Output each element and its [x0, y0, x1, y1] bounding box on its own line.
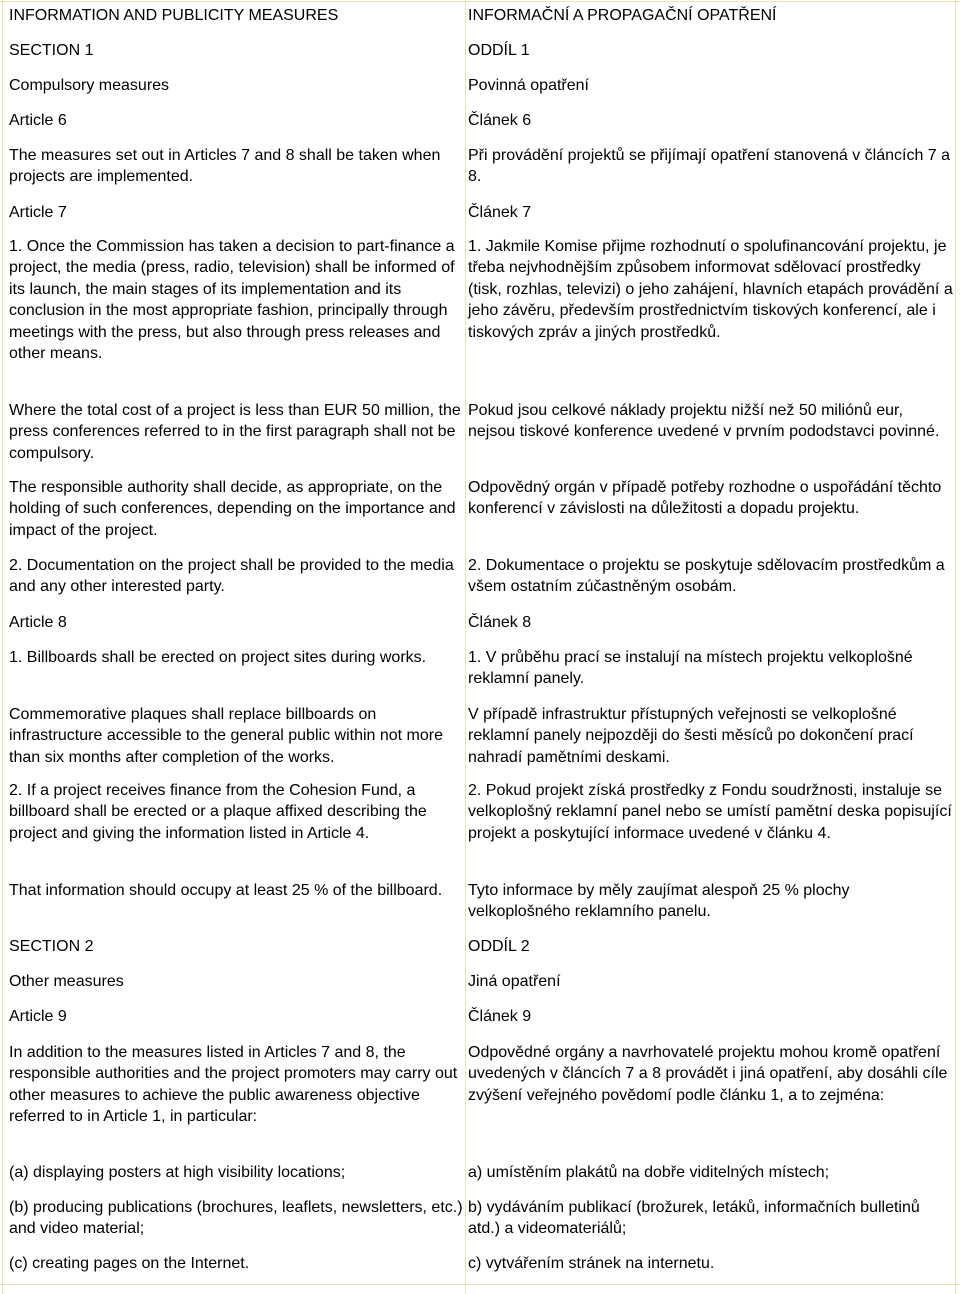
english-text: 1. Billboards shall be erected on project sites during works. [9, 649, 427, 666]
czech-text: V případě infrastruktur přístupných veřejnosti se velkoplošné reklamní panely nejpozději do šesti měsíců po dokončení prací nahradí pamětními deskami. [468, 706, 914, 766]
english-text: (c) creating pages on the Internet. [9, 1255, 250, 1272]
english-text: 2. Documentation on the project shall be provided to the media and any other interested party. [9, 557, 454, 596]
english-text: Where the total cost of a project is less than EUR 50 million, the press conferences referred to in the first paragraph shall not be compulsory. [9, 402, 461, 462]
czech-text: Jiná opatření [468, 973, 561, 990]
czech-text: Odpovědný orgán v případě potřeby rozhodne o uspořádání těchto konferencí v závislosti na důležitosti a dopadu projektu. [468, 479, 942, 518]
czech-text: Článek 7 [468, 204, 532, 221]
czech-text: 2. Pokud projekt získá prostředky z Fondu soudržnosti, instaluje se velkoplošný reklamní panel nebo se umístí pamětní deska popisující projekt a poskytující informace uvedené v článku 4. [468, 782, 952, 842]
czech-text: Odpovědné orgány a navrhovatelé projektu mohou kromě opatření uvedených v článcích 7 a 8 provádět i jiná opatření, aby dosáhli cíle zvýšení veřejného povědomí podle článku 1, a to zejména: [468, 1044, 948, 1104]
english-text: (b) producing publications (brochures, leaflets, newsletters, etc.) and video material; [9, 1199, 463, 1238]
english-text: Commemorative plaques shall replace billboards on infrastructure accessible to the general public within not more than six months after completion of the works. [9, 706, 443, 766]
czech-text: Tyto informace by měly zaujímat alespoň 25 % plochy velkoplošného reklamního panelu. [468, 882, 850, 921]
table-bottom-border [0, 1284, 960, 1285]
english-text: SECTION 1 [9, 42, 94, 59]
column-divider-left [2, 0, 3, 1294]
czech-text: 1. V průběhu prací se instalují na místech projektu velkoplošné reklamní panely. [468, 649, 913, 688]
czech-text: ODDÍL 2 [468, 938, 530, 955]
czech-text: Článek 8 [468, 614, 532, 631]
english-text: 1. Once the Commission has taken a decision to part-finance a project, the media (press, radio, television) shall be informed of its launch, the main stages of its implementation and its conclusion in the most appropriate fashion, principally through meetings with the press, but also through press releases and other means. [9, 238, 455, 363]
english-text: 2. If a project receives finance from the Cohesion Fund, a billboard shall be erected or a plaque affixed describing the project and giving the information listed in Article 4. [9, 782, 427, 842]
czech-text: b) vydáváním publikací (brožurek, letáků, informačních bulletinů atd.) a videomateriálů; [468, 1199, 920, 1238]
czech-text: Při provádění projektů se přijímají opatření stanovená v článcích 7 a 8. [468, 147, 951, 186]
czech-text: Povinná opatření [468, 77, 589, 94]
czech-text: c) vytvářením stránek na internetu. [468, 1255, 715, 1272]
english-text: Article 7 [9, 204, 67, 221]
english-text: Other measures [9, 973, 124, 990]
english-text: (a) displaying posters at high visibility locations; [9, 1164, 346, 1181]
english-text: In addition to the measures listed in Articles 7 and 8, the responsible authorities and the project promoters may carry out other measures to achieve the public awareness objective referred to in Article 1, in particular: [9, 1044, 458, 1126]
english-text: Article 9 [9, 1008, 67, 1025]
english-text: Compulsory measures [9, 77, 170, 94]
table-top-border [0, 1, 960, 2]
czech-text: 1. Jakmile Komise přijme rozhodnutí o spolufinancování projektu, je třeba nejvhodnějším způsobem informovat sdělovací prostředky (tisk, rozhlas, televizi) o jeho zahájení, hlavních etapách provádění a jeho závěru, především prostřednictvím tiskových konferencí, ale i tiskových zpráv a jiných prostředků. [468, 238, 953, 341]
english-text: SECTION 2 [9, 938, 94, 955]
czech-text: a) umístěním plakátů na dobře viditelných místech; [468, 1164, 830, 1181]
czech-text: INFORMAČNÍ A PROPAGAČNÍ OPATŘENÍ [468, 7, 777, 24]
english-text: The responsible authority shall decide, as appropriate, on the holding of such conferences, depending on the importance and impact of the project. [9, 479, 456, 539]
czech-text: Článek 9 [468, 1008, 532, 1025]
english-text: INFORMATION AND PUBLICITY MEASURES [9, 7, 339, 24]
column-divider-right [955, 0, 956, 1294]
english-text: The measures set out in Articles 7 and 8 shall be taken when projects are implemented. [9, 147, 441, 186]
czech-text: ODDÍL 1 [468, 42, 530, 59]
czech-text: Pokud jsou celkové náklady projektu nižší než 50 miliónů eur, nejsou tiskové konference uvedené v prvním pododstavci povinné. [468, 402, 940, 441]
english-text: Article 8 [9, 614, 67, 631]
english-text: That information should occupy at least 25 % of the billboard. [9, 882, 443, 899]
english-text: Article 6 [9, 112, 67, 129]
czech-text: 2. Dokumentace o projektu se poskytuje sdělovacím prostředkům a všem ostatním zúčastněným osobám. [468, 557, 945, 596]
czech-text: Článek 6 [468, 112, 532, 129]
